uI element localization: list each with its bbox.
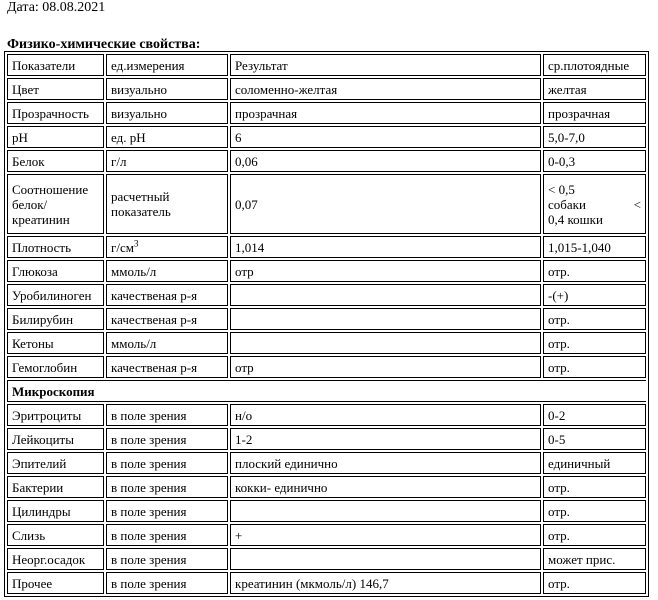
result-cell: кокки- единично xyxy=(230,476,541,498)
reference-line: 0,4 кошки xyxy=(548,211,603,227)
table-row xyxy=(7,126,646,148)
column-header-reference: ср.плотоядные xyxy=(543,54,646,76)
result-cell: 0,07 xyxy=(230,174,541,234)
date-value: 08.08.2021 xyxy=(42,0,106,15)
table-row xyxy=(7,78,646,100)
parameter-name: Слизь xyxy=(7,524,104,546)
result-cell: 1-2 xyxy=(230,428,541,450)
unit-cell: ед. pH xyxy=(106,126,228,148)
reference-cell: -(+) xyxy=(543,284,646,306)
unit-cell: качественая р-я xyxy=(106,356,228,378)
result-cell xyxy=(230,332,541,354)
table-row xyxy=(7,452,646,474)
table-row xyxy=(7,308,646,330)
unit-cell: визуально xyxy=(106,78,228,100)
result-cell xyxy=(230,500,541,522)
unit-cell: в поле зрения xyxy=(106,524,228,546)
table-row xyxy=(7,476,646,498)
parameter-name xyxy=(7,174,104,234)
parameter-name: Цвет xyxy=(7,78,104,100)
table-row-density xyxy=(7,236,646,258)
table-row xyxy=(7,572,646,594)
reference-cell: отр. xyxy=(543,476,646,498)
parameter-name: Прозрачность xyxy=(7,102,104,124)
reference-line xyxy=(548,197,641,212)
parameter-name: Уробилиноген xyxy=(7,284,104,306)
parameter-name: Гемоглобин xyxy=(7,356,104,378)
parameter-name: Лейкоциты xyxy=(7,428,104,450)
result-cell: прозрачная xyxy=(230,102,541,124)
result-cell xyxy=(230,308,541,330)
table-row xyxy=(7,102,646,124)
result-cell: 0,06 xyxy=(230,150,541,172)
unit-cell: ммоль/л xyxy=(106,332,228,354)
table-row-ratio xyxy=(7,174,646,234)
reference-cell: отр. xyxy=(543,524,646,546)
parameter-name: Глюкоза xyxy=(7,260,104,282)
unit-base: г/см xyxy=(111,239,134,255)
reference-cell: может прис. xyxy=(543,548,646,570)
table-row xyxy=(7,260,646,282)
table-row xyxy=(7,356,646,378)
unit-cell xyxy=(106,236,228,258)
reference-cell: отр. xyxy=(543,308,646,330)
unit-cell: качественая р-я xyxy=(106,284,228,306)
parameter-name: Прочее xyxy=(7,572,104,594)
unit-cell: в поле зрения xyxy=(106,476,228,498)
column-header-unit: ед.измерения xyxy=(106,54,228,76)
table-row xyxy=(7,404,646,426)
result-cell xyxy=(230,284,541,306)
table-row xyxy=(7,332,646,354)
unit-cell xyxy=(106,174,228,234)
table-row xyxy=(7,150,646,172)
unit-cell: г/л xyxy=(106,150,228,172)
table-row xyxy=(7,524,646,546)
report-date xyxy=(7,0,105,16)
reference-cell: желтая xyxy=(543,78,646,100)
reference-species-dogs: собаки xyxy=(548,196,586,212)
reference-cell: 0-0,3 xyxy=(543,150,646,172)
result-cell: креатинин (мкмоль/л) 146,7 xyxy=(230,572,541,594)
parameter-name: Неорг.осадок xyxy=(7,548,104,570)
reference-cell: отр. xyxy=(543,332,646,354)
result-cell: соломенно-желтая xyxy=(230,78,541,100)
table-header-row xyxy=(7,54,646,76)
reference-cell xyxy=(543,174,646,234)
parameter-name-line: белок/ xyxy=(12,196,48,212)
table-row xyxy=(7,428,646,450)
result-cell: 1,014 xyxy=(230,236,541,258)
result-cell: плоский единично xyxy=(230,452,541,474)
parameter-name: Эритроциты xyxy=(7,404,104,426)
unit-line: расчетный xyxy=(111,189,170,204)
table-row xyxy=(7,548,646,570)
unit-cell: ммоль/л xyxy=(106,260,228,282)
date-label: Дата: xyxy=(7,0,39,15)
result-cell: + xyxy=(230,524,541,546)
unit-cell: визуально xyxy=(106,102,228,124)
parameter-name-line: Соотношение xyxy=(12,181,89,197)
parameter-name: Эпителий xyxy=(7,452,104,474)
unit-superscript: 3 xyxy=(133,238,139,249)
section-title: Физико-химические свойства: xyxy=(7,37,201,52)
unit-cell: в поле зрения xyxy=(106,404,228,426)
reference-cell: отр. xyxy=(543,260,646,282)
reference-cell: 0-2 xyxy=(543,404,646,426)
column-header-parameter: Показатели xyxy=(7,54,104,76)
result-cell: 6 xyxy=(230,126,541,148)
parameter-name: Бактерии xyxy=(7,476,104,498)
unit-cell: в поле зрения xyxy=(106,572,228,594)
reference-cell: 0-5 xyxy=(543,428,646,450)
parameter-name: Белок xyxy=(7,150,104,172)
unit-cell: в поле зрения xyxy=(106,428,228,450)
table-row xyxy=(7,284,646,306)
results-table xyxy=(4,51,649,597)
parameter-name: Плотность xyxy=(7,236,104,258)
unit-line: показатель xyxy=(111,204,171,219)
reference-cell: 5,0-7,0 xyxy=(543,126,646,148)
parameter-name: Цилиндры xyxy=(7,500,104,522)
result-cell: отр xyxy=(230,260,541,282)
result-cell: отр xyxy=(230,356,541,378)
reference-cell: 1,015-1,040 xyxy=(543,236,646,258)
reference-cell: отр. xyxy=(543,500,646,522)
microscopy-section-row xyxy=(7,380,646,402)
result-cell: н/о xyxy=(230,404,541,426)
results-table-body xyxy=(7,54,646,594)
result-cell xyxy=(230,548,541,570)
reference-cell: единичный xyxy=(543,452,646,474)
reference-cell: отр. xyxy=(543,572,646,594)
unit-cell: в поле зрения xyxy=(106,452,228,474)
reference-less-than: < xyxy=(633,196,641,212)
parameter-name: pH xyxy=(7,126,104,148)
reference-line: < 0,5 xyxy=(548,181,575,197)
parameter-name: Билирубин xyxy=(7,308,104,330)
table-row xyxy=(7,500,646,522)
unit-cell: в поле зрения xyxy=(106,500,228,522)
unit-cell: в поле зрения xyxy=(106,548,228,570)
column-header-result: Результат xyxy=(230,54,541,76)
parameter-name: Кетоны xyxy=(7,332,104,354)
reference-cell: отр. xyxy=(543,356,646,378)
reference-cell: прозрачная xyxy=(543,102,646,124)
parameter-name-line: креатинин xyxy=(12,211,70,227)
microscopy-section-label: Микроскопия xyxy=(7,380,646,402)
unit-cell: качественая р-я xyxy=(106,308,228,330)
